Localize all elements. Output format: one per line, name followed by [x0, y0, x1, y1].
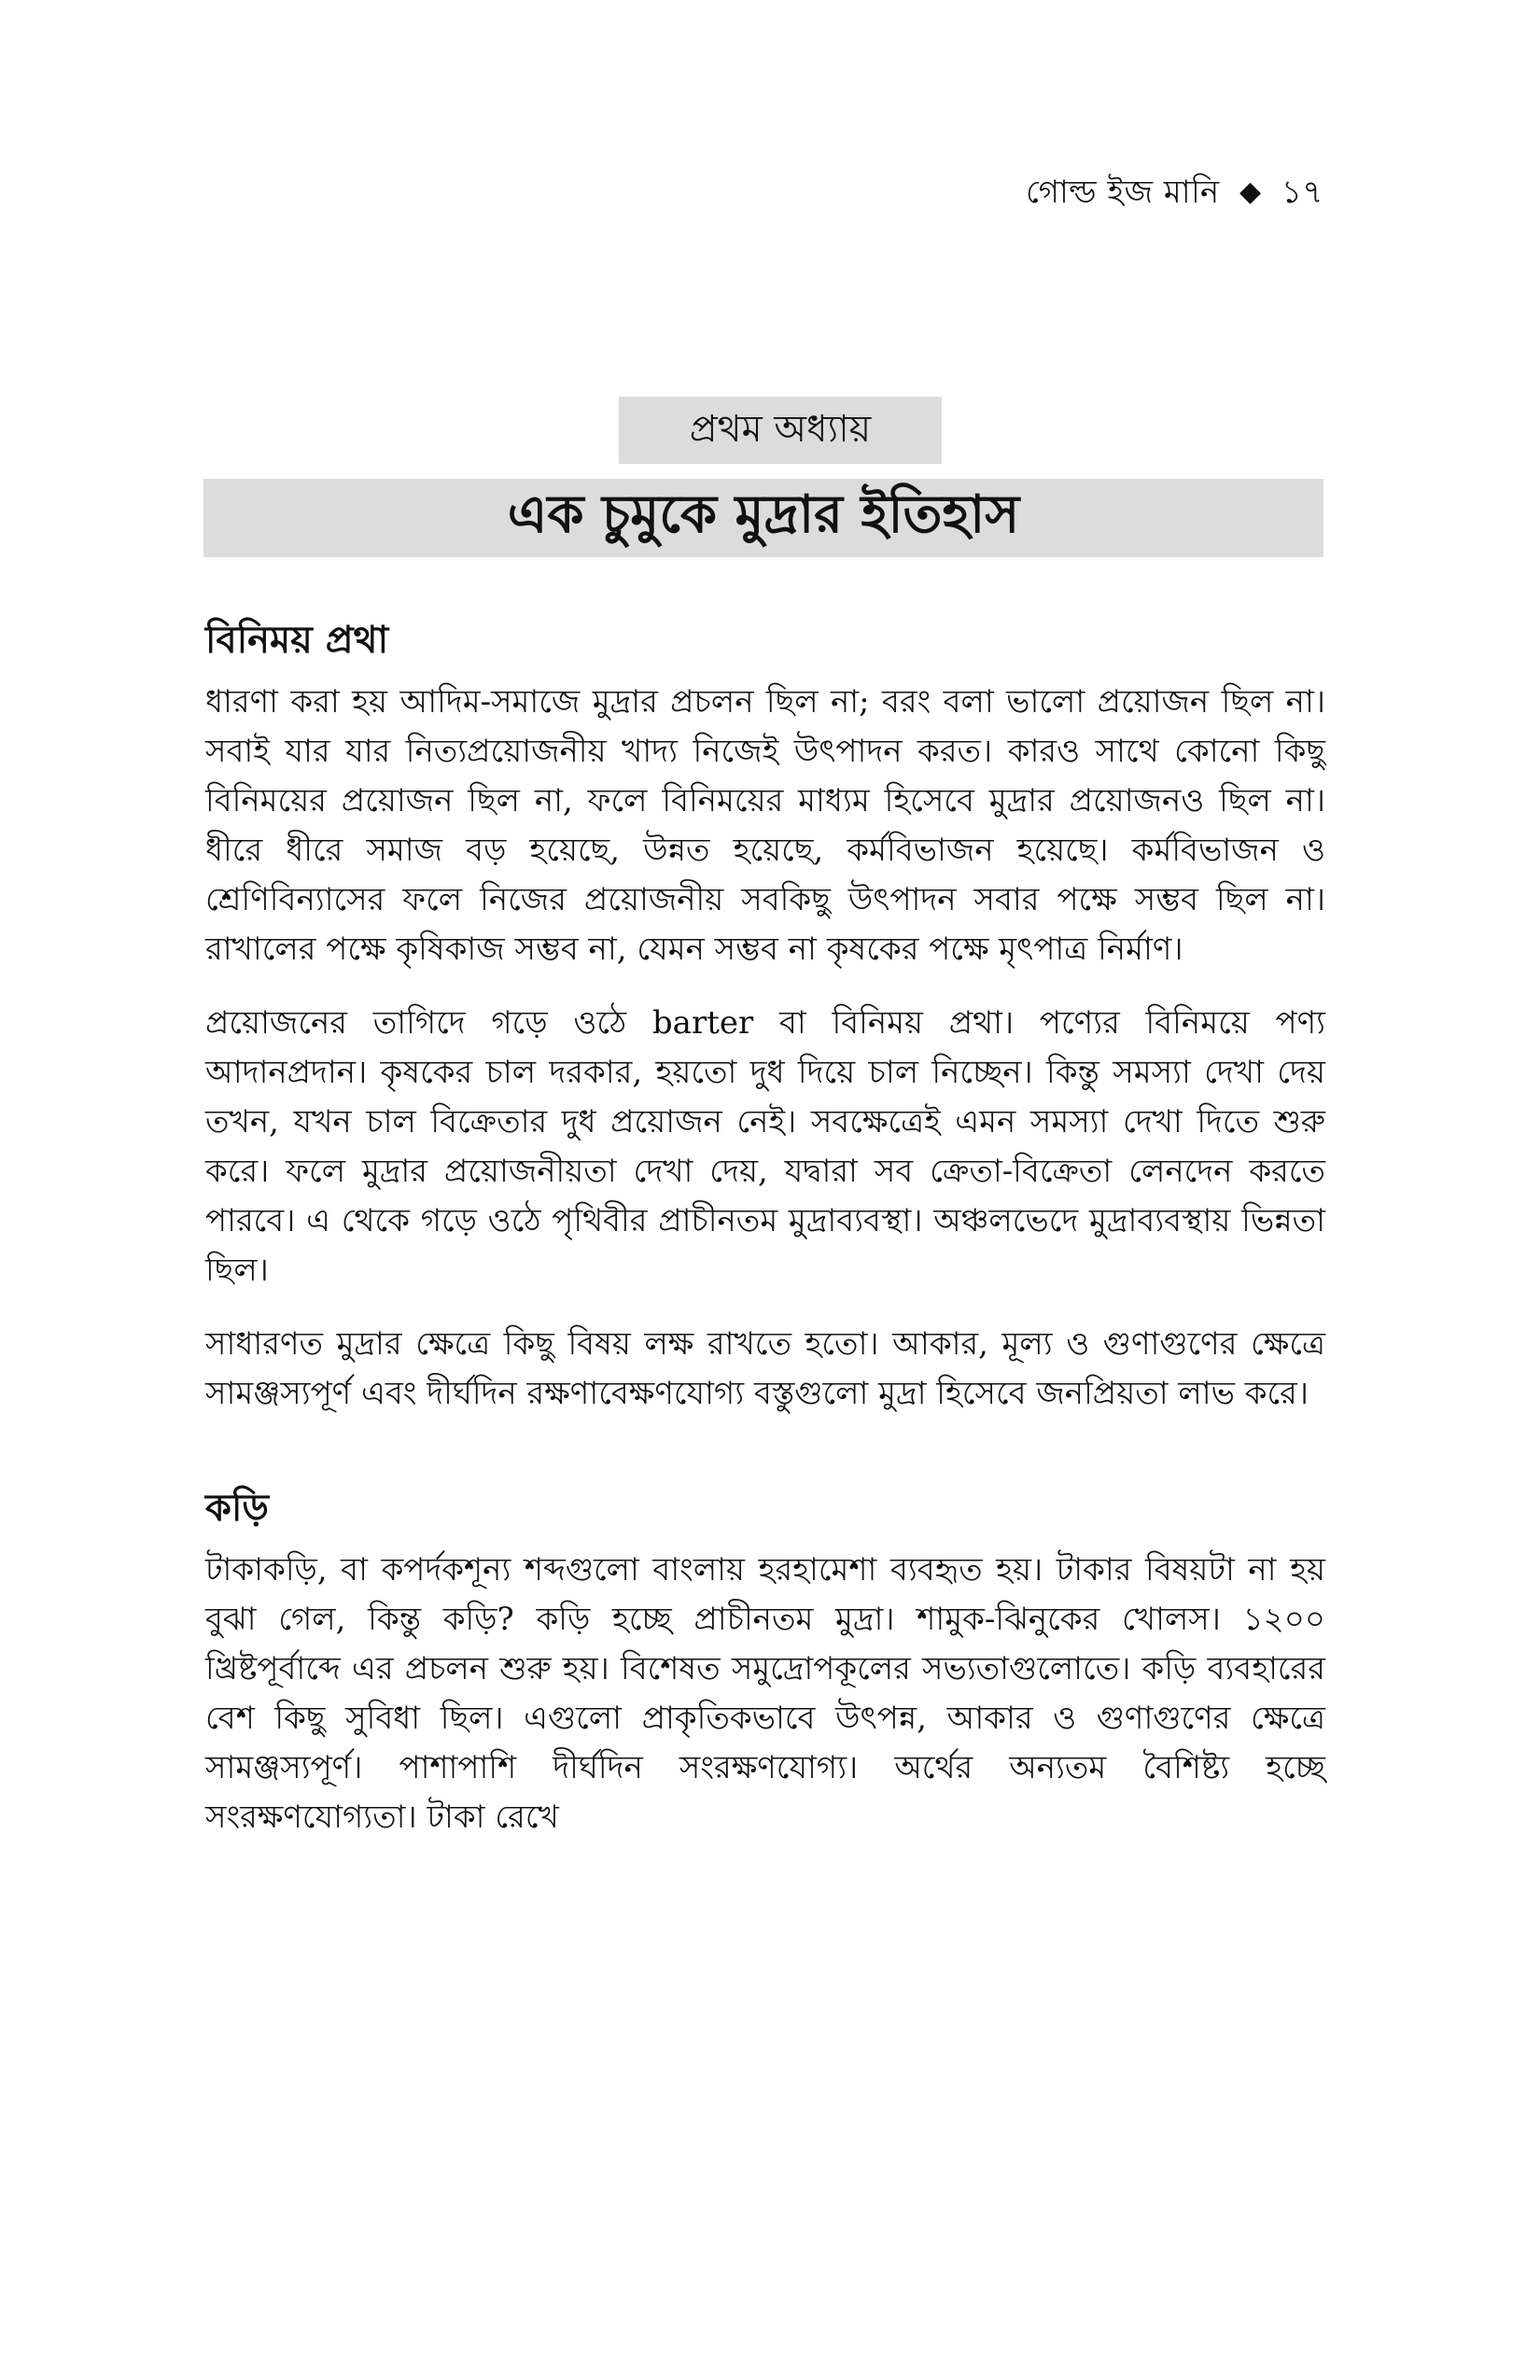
- running-head-book-title: গোল্ড ইজ মানি: [1025, 174, 1220, 211]
- paragraph: টাকাকড়ি, বা কপর্দকশূন্য শব্দগুলো বাংলায় হরহামেশা ব্যবহৃত হয়। টাকার বিষয়টা না হয় বুঝা গেল, কিন্তু কড়ি? কড়ি হচ্ছে প্রাচীনতম মুদ্রা। শামুক-ঝিনুকের খোলস। ১২০০ খ্রিষ্টপূর্বাব্দে এর প্রচলন শুরু হয়। বিশেষত সমুদ্রোপকূলের সভ্যতাগুলোতে। কড়ি ব্যবহারের বেশ কিছু সুবিধা ছিল। এগুলো প্রাকৃতিকভাবে উৎপন্ন, আকার ও গুণাগুণের ক্ষেত্রে সামঞ্জস্যপূর্ণ। পাশাপাশি দীর্ঘদিন সংরক্ষণযোগ্য। অর্থের অন্যতম বৈশিষ্ট্য হচ্ছে সংরক্ষণযোগ্যতা। টাকা রেখে: [205, 1551, 1325, 1836]
- paragraph: সাধারণত মুদ্রার ক্ষেত্রে কিছু বিষয় লক্ষ রাখতে হতো। আকার, মূল্য ও গুণাগুণের ক্ষেত্রে সামঞ্জস্যপূর্ণ এবং দীর্ঘদিন রক্ষণাবেক্ষণযোগ্য বস্তুগুলো মুদ্রা হিসেবে জনপ্রিয়তা লাভ করে।: [205, 1325, 1325, 1412]
- paragraph: প্রয়োজনের তাগিদে গড়ে ওঠে barter বা বিনিময় প্রথা। পণ্যের বিনিময়ে পণ্য আদানপ্রদান। কৃষকের চাল দরকার, হয়তো দুধ দিয়ে চাল নিচ্ছেন। কিন্তু সমস্যা দেখা দেয় তখন, যখন চাল বিক্রেতার দুধ প্রয়োজন নেই। সবক্ষেত্রেই এমন সমস্যা দেখা দিতে শুরু করে। ফলে মুদ্রার প্রয়োজনীয়তা দেখা দেয়, যদ্বারা সব ক্রেতা-বিক্রেতা লেনদেন করতে পারবে। এ থেকে গড়ে ওঠে পৃথিবীর প্রাচীনতম মুদ্রাব্যবস্থা। অঞ্চলভেদে মুদ্রাব্যবস্থায় ভিন্নতা ছিল।: [205, 1004, 1325, 1289]
- paragraph: ধারণা করা হয় আদিম-সমাজে মুদ্রার প্রচলন ছিল না; বরং বলা ভালো প্রয়োজন ছিল না। সবাই যার যার নিত্যপ্রয়োজনীয় খাদ্য নিজেই উৎপাদন করত। কারও সাথে কোনো কিছু বিনিময়ের প্রয়োজন ছিল না, ফলে বিনিময়ের মাধ্যম হিসেবে মুদ্রার প্রয়োজনও ছিল না। ধীরে ধীরে সমাজ বড় হয়েছে, উন্নত হয়েছে, কর্মবিভাজন হয়েছে। কর্মবিভাজন ও শ্রেণিবিন্যাসের ফলে নিজের প্রয়োজনীয় সবকিছু উৎপাদন সবার পক্ষে সম্ভব ছিল না। রাখালের পক্ষে কৃষিকাজ সম্ভব না, যেমন সম্ভব না কৃষকের পক্ষে মৃৎপাত্র নির্মাণ।: [205, 683, 1325, 968]
- chapter-label: প্রথম অধ্যায়: [619, 397, 942, 464]
- running-head: [1026, 168, 1323, 221]
- page-body: [205, 616, 1325, 1867]
- chapter-title: এক চুমুকে মুদ্রার ইতিহাস: [203, 479, 1323, 557]
- diamond-icon: ◆: [1239, 175, 1262, 208]
- page-number: ১৭: [1281, 174, 1323, 211]
- section-heading-barter: বিনিময় প্রথা: [205, 618, 389, 662]
- section-heading-cowrie: কড়ি: [205, 1486, 269, 1530]
